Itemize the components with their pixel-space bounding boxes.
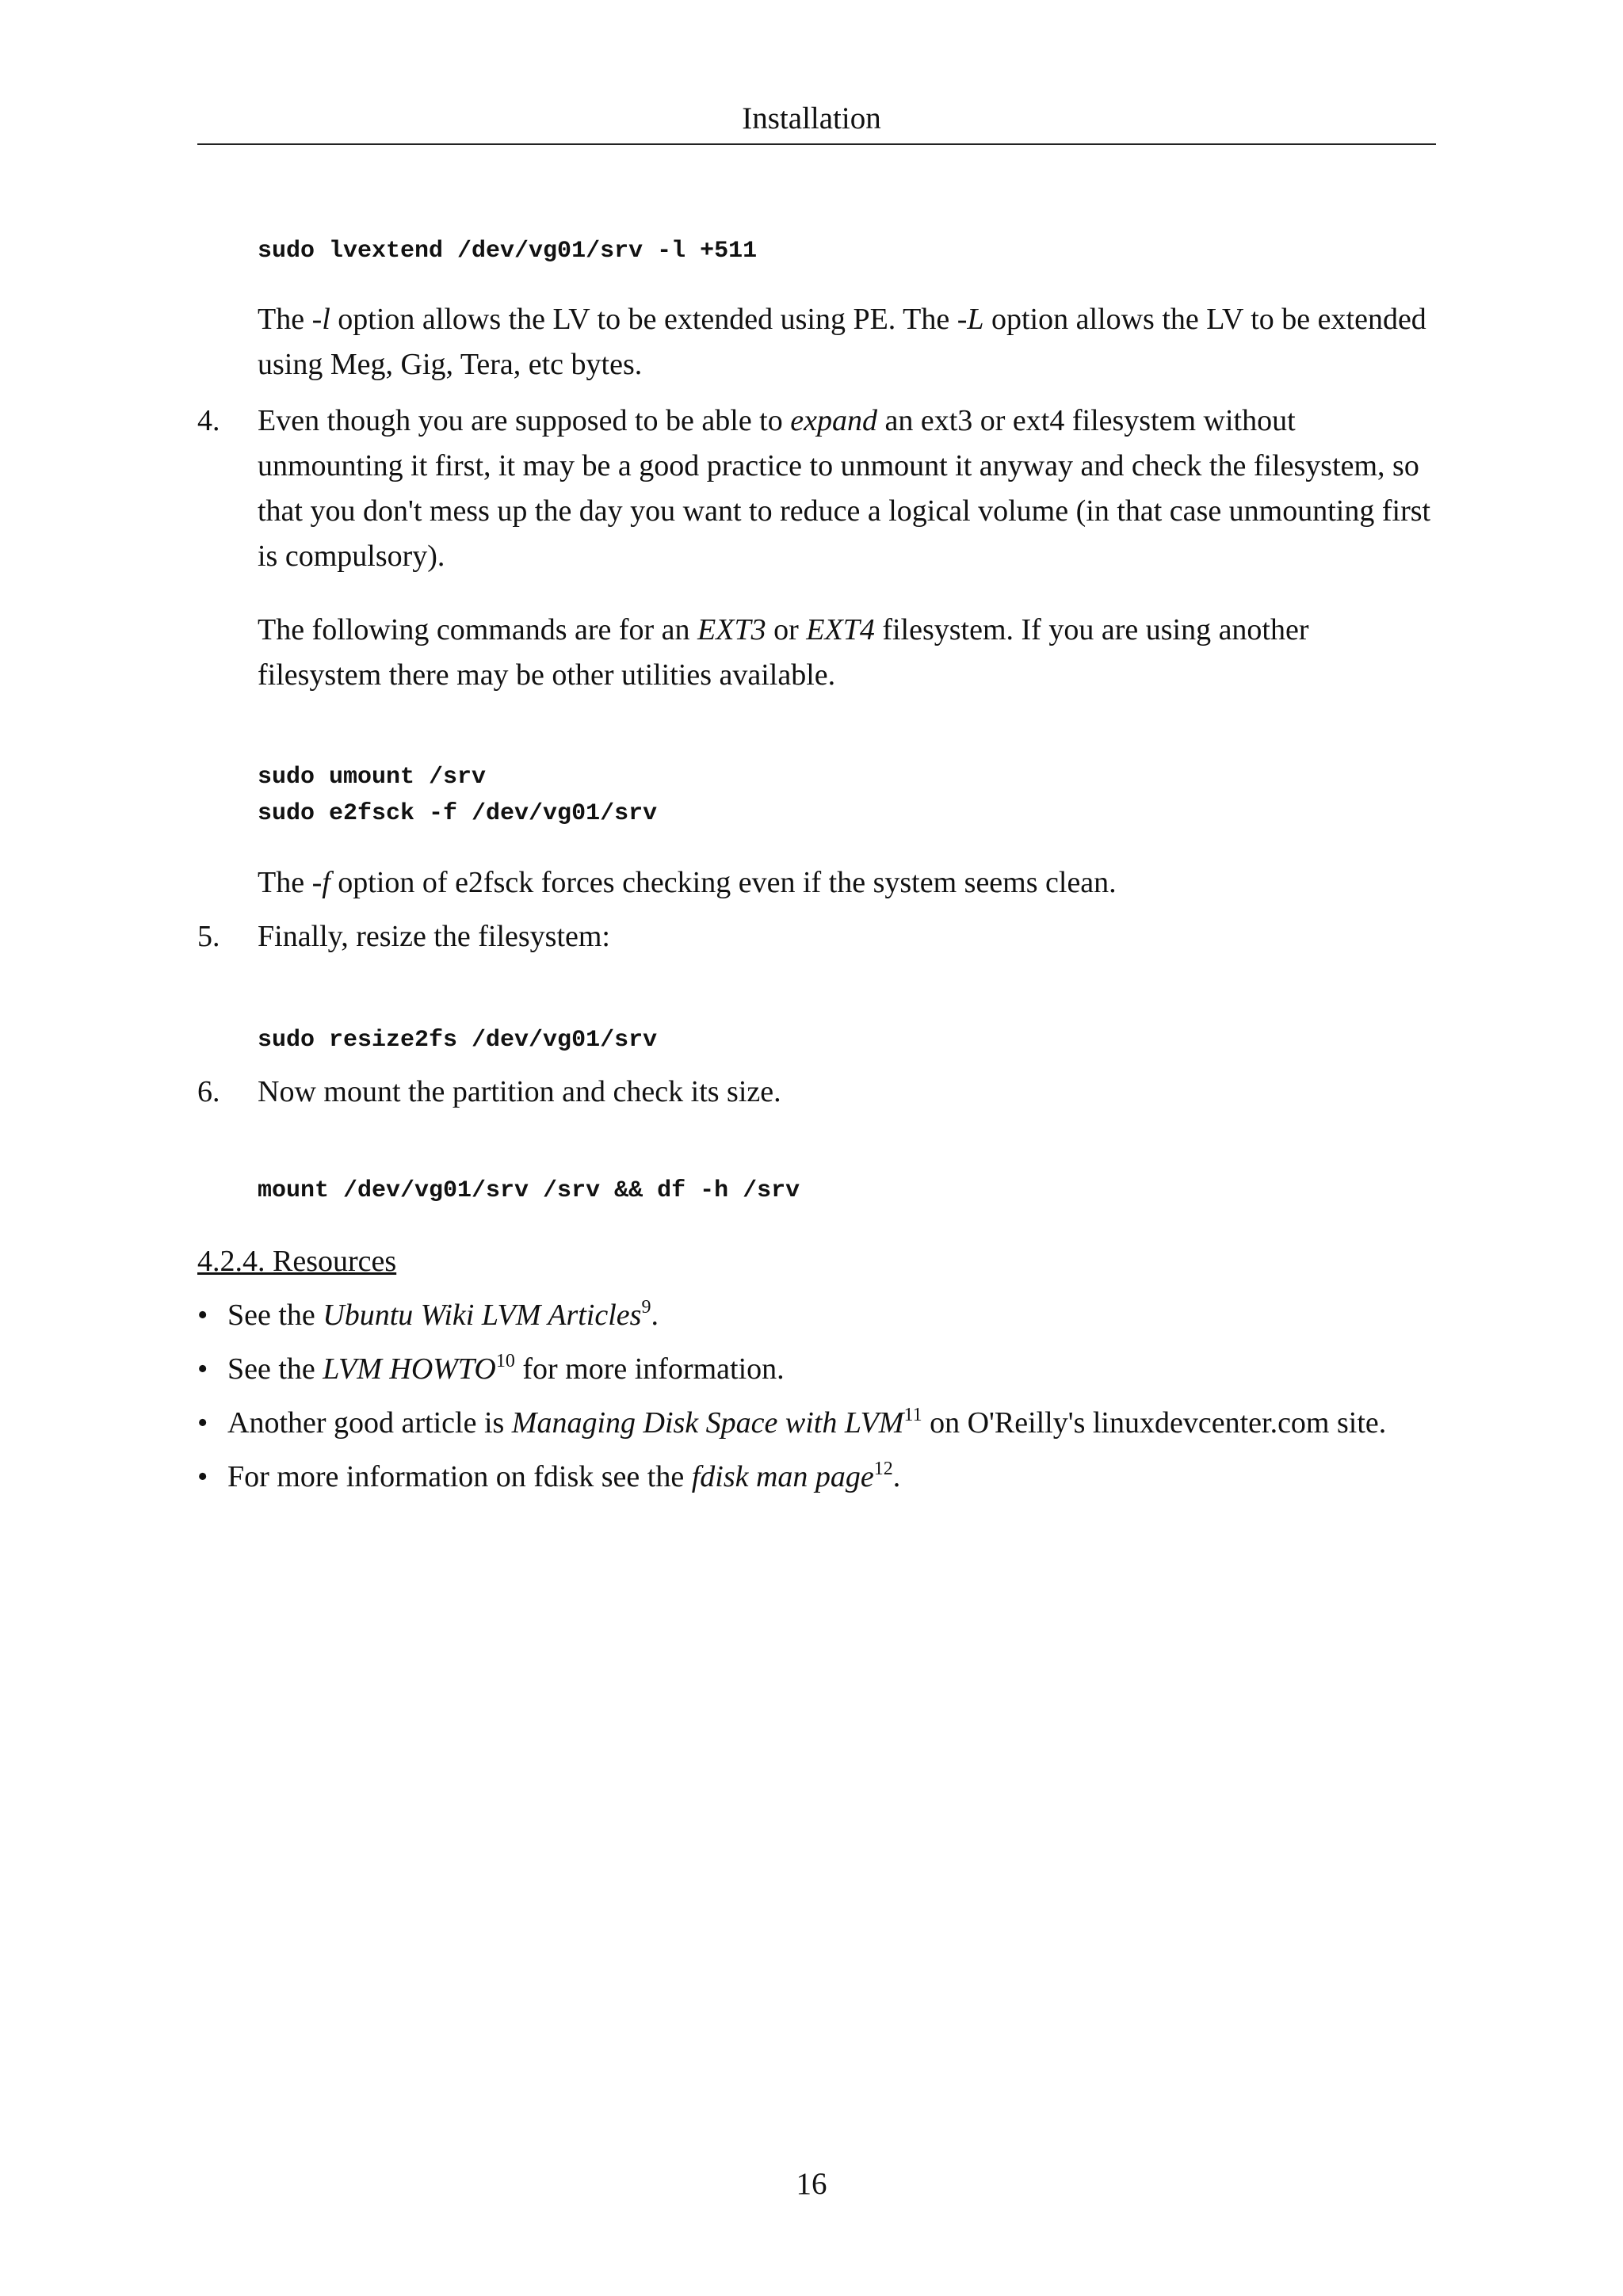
option-f: -f — [311, 866, 330, 899]
footnote-ref: 11 — [903, 1405, 922, 1425]
lv-option-paragraph — [258, 297, 1438, 387]
resource-item — [227, 1401, 1386, 1446]
resources-heading: 4.2.4. Resources — [197, 1245, 397, 1278]
text-fragment: See the — [227, 1352, 323, 1386]
page-number: 16 — [796, 2167, 827, 2201]
text-fragment: option of e2fsck forces checking even if the system seems clean. — [330, 866, 1117, 899]
emphasis-ext3: EXT3 — [697, 613, 766, 646]
bullet: • — [197, 1352, 208, 1386]
footnote-ref: 12 — [873, 1459, 893, 1479]
f-option-paragraph — [258, 860, 1438, 906]
code-lvextend: sudo lvextend /dev/vg01/srv -l +511 — [258, 238, 758, 265]
step-5-text: Finally, resize the filesystem: — [258, 920, 610, 953]
text-fragment: See the — [227, 1299, 323, 1332]
text-fragment: Even though you are supposed to be able to — [258, 404, 791, 437]
text-fragment: Another good article is — [227, 1406, 512, 1440]
text-fragment: For more information on fdisk see the — [227, 1460, 692, 1493]
link-text: fdisk man page — [691, 1460, 874, 1493]
header-rule — [197, 143, 1436, 145]
running-header: Installation — [742, 101, 881, 135]
text-fragment: The — [258, 866, 312, 899]
text-fragment: option allows the LV to be extended using Meg, Gig, Tera, etc bytes. — [258, 303, 1426, 381]
text-fragment: filesystem. If you are using another filesystem there may be other utilities available. — [258, 613, 1309, 692]
option-l: -l — [311, 303, 330, 336]
code-e2fsck: sudo e2fsck -f /dev/vg01/srv — [258, 800, 658, 827]
bullet: • — [197, 1406, 208, 1440]
link-text: Managing Disk Space with LVM — [511, 1406, 904, 1440]
text-fragment: . — [892, 1460, 901, 1493]
step-6-number: 6. — [197, 1075, 220, 1108]
bullet: • — [197, 1460, 208, 1493]
text-fragment: an ext3 or ext4 filesystem without unmounting it first, it may be a good practice to unmount it anyway and check the filesystem, so that you don't mess up the day you want to reduce a logical volume (in that case unmounting first is compulsory). — [258, 404, 1431, 573]
text-fragment: for more information. — [514, 1352, 785, 1386]
resource-item — [227, 1347, 785, 1392]
footnote-ref: 9 — [641, 1297, 651, 1318]
text-fragment: or — [766, 613, 807, 646]
code-mount: mount /dev/vg01/srv /srv && df -h /srv — [258, 1177, 800, 1204]
resource-item — [227, 1455, 900, 1500]
fdisk-man-page-link[interactable] — [692, 1460, 874, 1493]
step-4-text — [258, 399, 1438, 579]
link-text: Ubuntu Wiki LVM Articles — [323, 1299, 642, 1332]
text-fragment: on O'Reilly's linuxdevcenter.com site. — [922, 1406, 1387, 1440]
text-fragment: The following commands are for an — [258, 613, 698, 646]
step-5-number: 5. — [197, 920, 220, 953]
lvm-howto-link[interactable] — [323, 1352, 496, 1386]
code-resize2fs: sudo resize2fs /dev/vg01/srv — [258, 1027, 658, 1054]
link-text: LVM HOWTO — [323, 1352, 496, 1386]
emphasis-ext4: EXT4 — [806, 613, 875, 646]
managing-disk-space-link[interactable] — [512, 1406, 904, 1440]
option-L: -L — [957, 303, 984, 336]
resource-item — [227, 1293, 659, 1338]
step-6-text: Now mount the partition and check its size. — [258, 1075, 781, 1108]
code-umount: sudo umount /srv — [258, 764, 487, 791]
text-fragment: option allows the LV to be extended using PE. The — [330, 303, 957, 336]
footnote-ref: 10 — [495, 1351, 515, 1371]
bullet: • — [197, 1299, 208, 1332]
step-4-number: 4. — [197, 404, 220, 437]
emphasis-expand: expand — [790, 404, 877, 437]
text-fragment: . — [651, 1299, 659, 1332]
ext-paragraph — [258, 608, 1438, 698]
ubuntu-wiki-lvm-link[interactable] — [323, 1299, 641, 1332]
text-fragment: The — [258, 303, 312, 336]
